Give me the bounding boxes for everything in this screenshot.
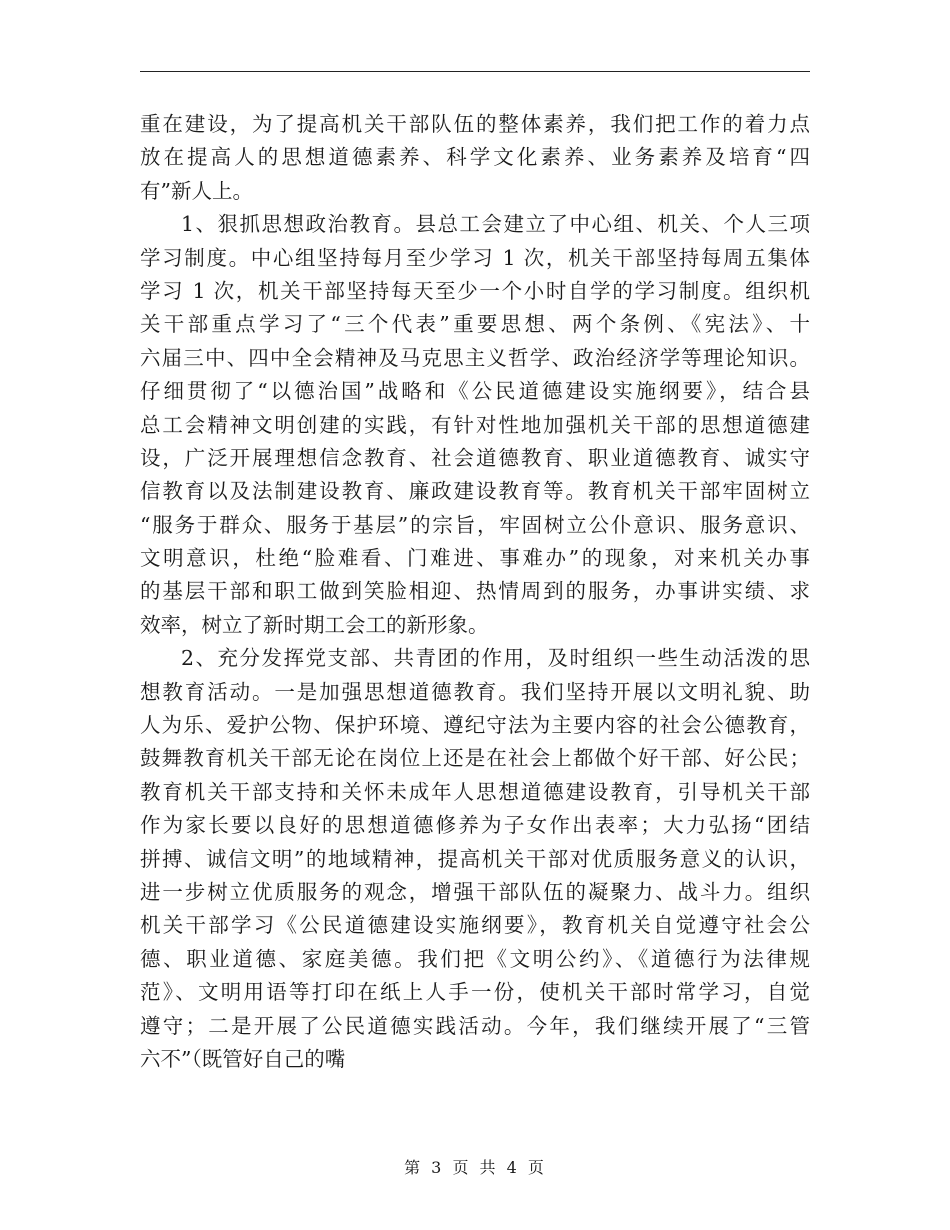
text-line: 作为家长要以良好的思想道德修养为子女作出表率；大力弘扬“团结 <box>140 813 810 838</box>
text-line: 1、狠抓思想政治教育。县总工会建立了中心组、机关、个人三项 <box>181 212 810 237</box>
text-line: 学习制度。中心组坚持每月至少学习 1 次，机关干部坚持每周五集体 <box>140 245 810 270</box>
text-line: 六不”（既管好自己的嘴 <box>140 1046 346 1071</box>
text-line: 的基层干部和职工做到笑脸相迎、热情周到的服务，办事讲实绩、求 <box>140 579 810 604</box>
page-number: 第 3 页 共 4 页 <box>404 1158 546 1177</box>
text-line: 遵守；二是开展了公民道德实践活动。今年，我们继续开展了“三管 <box>140 1013 810 1038</box>
text-line: 关干部重点学习了“三个代表”重要思想、两个条例、《宪法》、十 <box>140 312 810 337</box>
text-line: 文明意识，杜绝“脸难看、门难进、事难办”的现象，对来机关办事 <box>140 546 810 571</box>
text-line: 有”新人上。 <box>140 178 253 203</box>
text-line: 鼓舞教育机关干部无论在岗位上还是在社会上都做个好干部、好公民； <box>140 746 810 771</box>
text-line: 人为乐、爱护公物、保护环境、遵纪守法为主要内容的社会公德教育， <box>140 713 810 738</box>
header-rule <box>140 71 810 72</box>
text-line: 2、充分发挥党支部、共青团的作用，及时组织一些生动活泼的思 <box>181 646 810 671</box>
document-body <box>140 108 810 1076</box>
text-line: 想教育活动。一是加强思想道德教育。我们坚持开展以文明礼貌、助 <box>140 679 810 704</box>
text-line: 放在提高人的思想道德素养、科学文化素养、业务素养及培育“四 <box>140 145 810 170</box>
text-line: 机关干部学习《公民道德建设实施纲要》，教育机关自觉遵守社会公 <box>140 913 810 938</box>
text-line: 德、职业道德、家庭美德。我们把《文明公约》、《道德行为法律规 <box>140 946 810 971</box>
text-line: 范》、文明用语等打印在纸上人手一份，使机关干部时常学习，自觉 <box>140 980 810 1005</box>
text-line: 拼搏、诚信文明”的地域精神，提高机关干部对优质服务意义的认识， <box>140 846 810 871</box>
text-line: 进一步树立优质服务的观念，增强干部队伍的凝聚力、战斗力。组织 <box>140 879 810 904</box>
text-line: 教育机关干部支持和关怀未成年人思想道德建设教育，引导机关干部 <box>140 779 810 804</box>
text-line: 效率，树立了新时期工会工的新形象。 <box>140 612 489 637</box>
text-line: 信教育以及法制建设教育、廉政建设教育等。教育机关干部牢固树立 <box>140 479 810 504</box>
paragraph <box>140 108 810 208</box>
text-line: 学习 1 次，机关干部坚持每天至少一个小时自学的学习制度。组织机 <box>140 278 810 303</box>
text-line: 总工会精神文明创建的实践，有针对性地加强机关干部的思想道德建 <box>140 412 810 437</box>
text-line: “服务于群众、服务于基层”的宗旨，牢固树立公仆意识、服务意识、 <box>140 512 810 537</box>
text-line: 重在建设，为了提高机关干部队伍的整体素养，我们把工作的着力点 <box>140 112 810 136</box>
text-line: 设，广泛开展理想信念教育、社会道德教育、职业道德教育、诚实守 <box>140 445 810 470</box>
text-line: 六届三中、四中全会精神及马克思主义哲学、政治经济学等理论知识。 <box>140 345 810 370</box>
text-line: 仔细贯彻了“以德治国”战略和《公民道德建设实施纲要》，结合县 <box>140 379 810 404</box>
paragraph <box>140 208 810 642</box>
paragraph <box>140 642 810 1076</box>
